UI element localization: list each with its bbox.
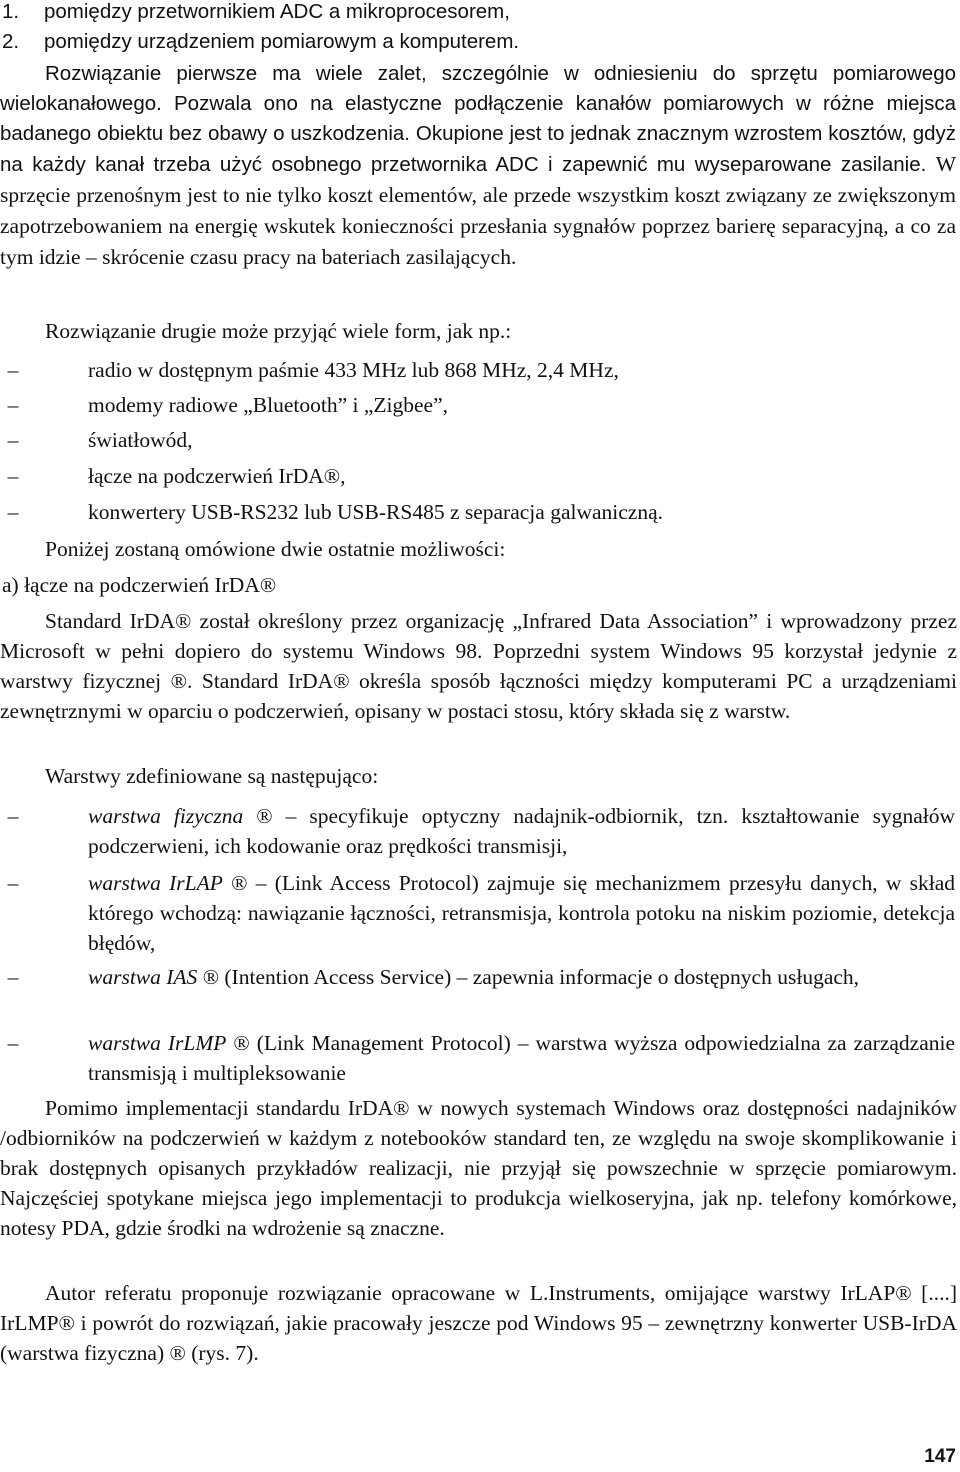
- dash-bullet: –: [7, 1031, 19, 1055]
- paragraph: Poniżej zostaną omówione dwie ostatnie możliwości:: [45, 537, 506, 561]
- list-text: [88, 1028, 955, 1088]
- dash-bullet: –: [7, 428, 19, 452]
- dash-bullet: –: [7, 464, 19, 488]
- section-heading: a) łącze na podczerwień IrDA®: [2, 573, 277, 597]
- paragraph: Rozwiązanie drugie może przyjąć wiele form, jak np.:: [45, 319, 512, 343]
- dash-bullet: –: [7, 358, 19, 382]
- list-text: [88, 962, 955, 992]
- list-text: światłowód,: [88, 428, 193, 452]
- layer-term: warstwa IrLMP: [88, 1031, 227, 1055]
- layer-description: ® – (Link Access Protocol) zajmuje się mechanizmem przesyłu danych, w skład którego wchodzą: nawiązanie łączności, retransmisja, kontrola potoku na niskim poziomie, detekcja błędów,: [88, 871, 955, 955]
- dash-bullet: –: [7, 871, 19, 895]
- layer-description: ® – specyfikuje optyczny nadajnik-odbiornik, tzn. kształtowanie sygnałów podczerwieni, ich kodowanie oraz prędkości transmisji,: [88, 804, 955, 858]
- layer-description: ® (Link Management Protocol) – warstwa wyższa odpowiedzialna za zarządzanie transmisją i multipleksowanie: [88, 1031, 956, 1085]
- paragraph: Pomimo implementacji standardu IrDA® w nowych systemach Windows oraz dostępności nadajników /odbiorników na podczerwień w każdym z notebooków standard ten, ze względu na swoje skomplikowanie i brak dostępnych opisanych przykładów realizacji, nie przyjął się powszechnie w sprzęcie pomiarowym. Najczęściej spotykane miejsca jego implementacji to produkcja wielkoseryjna, jak np. telefony komórkowe, notesy PDA, gdzie środki na wdrożenie są znaczne.: [0, 1096, 957, 1240]
- layer-term: warstwa fizyczna: [88, 804, 244, 828]
- paragraph-sans-part: Rozwiązanie pierwsze ma wiele zalet, szczególnie w odniesieniu do sprzętu pomiarowego wielokanałowego. Pozwala ono na elastyczne podłączenie kanałów pomiarowych w różne miejsca badanego obiektu bez obawy o uszkodzenia. Okupione jest to jednak znacznym wzrostem kosztów, gdyż na każdy kanał trzeba użyć osobnego przetwornika ADC i zapewnić mu wyseparowane zasilanie.: [0, 62, 956, 176]
- dash-bullet: –: [7, 804, 19, 828]
- list-text: radio w dostępnym paśmie 433 MHz lub 868 MHz, 2,4 MHz,: [88, 358, 619, 382]
- paragraph: Autor referatu proponuje rozwiązanie opracowane w L.Instruments, omijające warstwy IrLAP® [....] IrLMP® i powrót do rozwiązań, jakie pracowały jeszcze pod Windows 95 – zewnętrzny konwerter USB-IrDA (warstwa fizyczna) ® (rys. 7).: [0, 1281, 957, 1365]
- list-text: konwertery USB-RS232 lub USB-RS485 z separacja galwaniczną.: [88, 500, 664, 524]
- list-text: [88, 868, 955, 958]
- list-text: łącze na podczerwień IrDA®,: [88, 464, 346, 488]
- paragraph: Standard IrDA® został określony przez organizację „Infrared Data Association” i wprowadzony przez Microsoft w pełni dopiero do systemu Windows 98. Poprzedni system Windows 95 korzystał jedynie z warstwy fizycznej ®. Standard IrDA® określa sposób łączności między komputerami PC a urządzeniami zewnętrznymi w oparciu o podczerwień, opisany w postaci stosu, który składa się z warstw.: [0, 609, 957, 723]
- layer-term: warstwa IrLAP: [88, 871, 223, 895]
- layer-term: warstwa IAS: [88, 965, 198, 989]
- page-number: 147: [924, 1446, 956, 1467]
- paragraph: [0, 59, 956, 273]
- dash-bullet: –: [7, 965, 19, 989]
- paragraph-serif-part: W sprzęcie przenośnym jest to nie tylko koszt elementów, ale przede wszystkim koszt związany ze zwiększonym zapotrzebowaniem na energię wskutek konieczności przesłania sygnałów poprzez barierę separacyjną, a co za tym idzie – skrócenie czasu pracy na bateriach zasilających.: [0, 152, 956, 269]
- layer-description: ® (Intention Access Service) – zapewnia informacje o dostępnych usługach,: [202, 965, 860, 989]
- dash-bullet: –: [7, 500, 19, 524]
- list-text: modemy radiowe „Bluetooth” i „Zigbee”,: [88, 393, 448, 417]
- list-text: pomiędzy przetwornikiem ADC a mikroprocesorem,: [44, 0, 510, 23]
- list-number: 1.: [2, 0, 20, 23]
- paragraph: Warstwy zdefiniowane są następująco:: [45, 764, 379, 788]
- list-number: 2.: [2, 30, 20, 53]
- list-text: [88, 801, 955, 861]
- list-text: pomiędzy urządzeniem pomiarowym a komputerem.: [44, 30, 520, 53]
- dash-bullet: –: [7, 393, 19, 417]
